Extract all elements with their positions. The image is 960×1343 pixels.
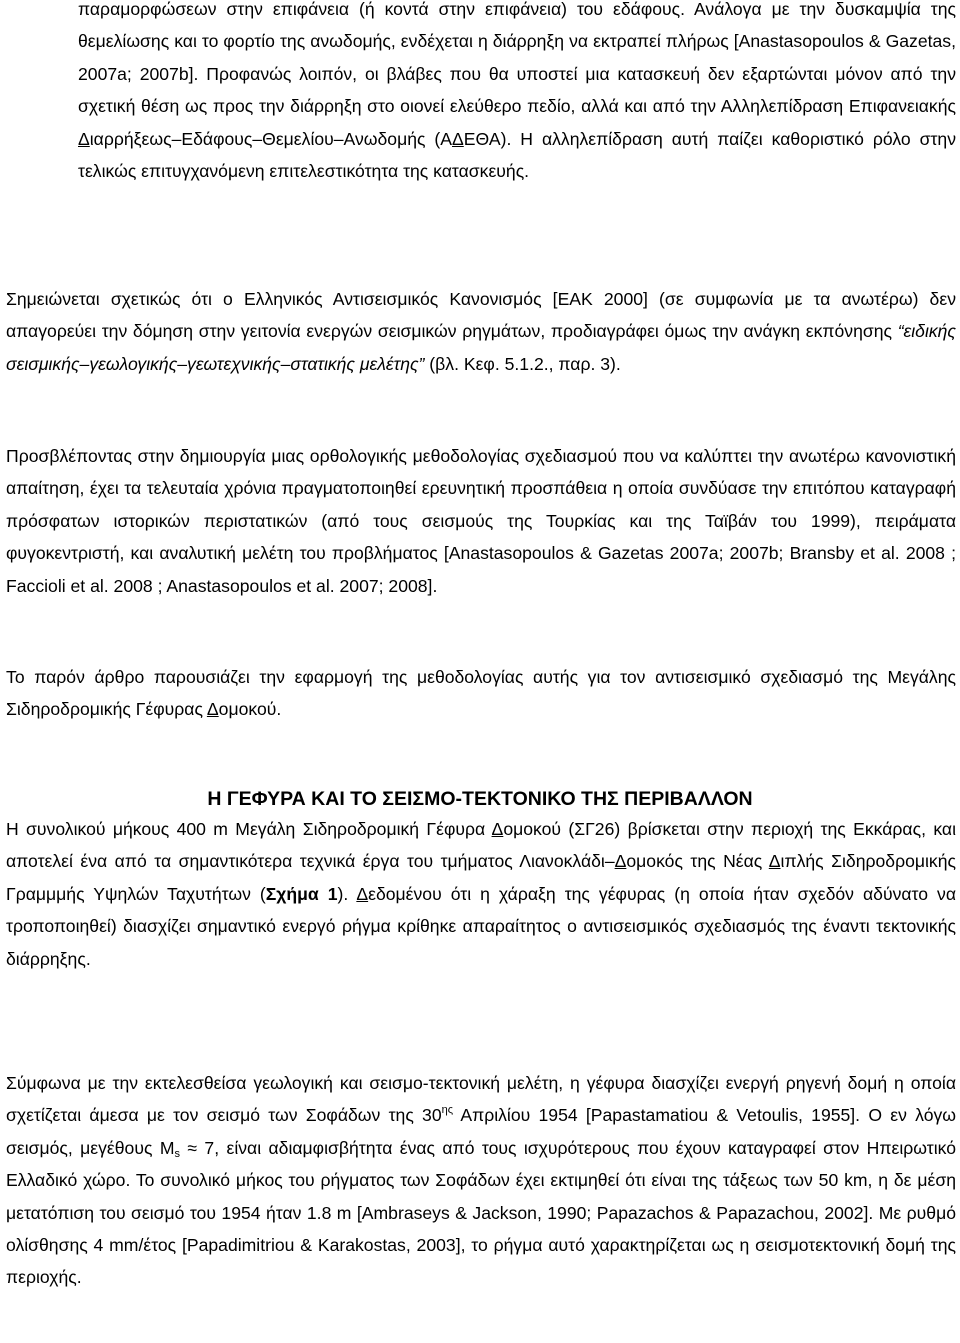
text-run: ιπλής Σιδηροδρομικής Γραμμμής Υψηλών Ταχυτήτων ( bbox=[6, 851, 956, 904]
text-run: (βλ. Κεφ. 5.1.2., παρ. 3). bbox=[424, 353, 621, 374]
italic-phrase: “ειδικής σεισμικής–γεωλογικής–γεωτεχνικής–στατικής μελέτης” bbox=[6, 321, 956, 374]
subscript: s bbox=[174, 1147, 180, 1160]
section-heading: Η ΓΕΦΥΡΑ ΚΑΙ ΤΟ ΣΕΙΣΜΟ-ΤΕΚΤΟΝΙΚΟ ΤΗΣ ΠΕΡΙΒΑΛΛΟΝ bbox=[207, 788, 753, 810]
underlined-letter: Δ bbox=[491, 819, 504, 839]
paragraph-interaction bbox=[78, 0, 956, 187]
paragraph-tectonics bbox=[6, 1067, 956, 1294]
underlined-letter: Δ bbox=[452, 128, 464, 149]
underlined-letter: Δ bbox=[78, 128, 90, 149]
text-run: ομοκός της Νέας bbox=[626, 851, 769, 872]
paragraph-research: Προσβλέποντας στην δημιουργία μιας ορθολογικής μεθοδολογίας σχεδιασμού που να καλύπτει την ανωτέρω κανονιστική απαίτηση, έχει τα τελευταία χρόνια πραγματοποιηθεί ερευνητική προσπάθεια η οποία συνδύασε την επιτόπου καταγραφή πρόσφατων ιστορικών περιστατικών (από τους σεισμούς της Τουρκίας και της Ταϊβάν του 1999), πειράματα φυγοκεντριστή, και αναλυτική μελέτη του προβλήματος [Anastasopoulos & Gazetas 2007a; 2007b; Bransby et al. 2008 ; Faccioli et al. 2008 ; Anastasopoulos et al. 2007; 2008]. bbox=[6, 446, 956, 596]
paragraph-bridge bbox=[6, 813, 956, 975]
text-run: ≈ 7, είναι αδιαμφισβήτητα ένας από τους ισχυρότερους που έχουν καταγραφεί στον Ηπειρωτικό Ελλαδικό χώρο. Το συνολικό μήκος του ρήγματος των Σοφάδων έχει εκτιμηθεί ότι είναι της τάξεως των 50 km, η δε μέση μετατόπιση του σεισμό του 1954 ήταν 1.8 m [Ambraseys & Jackson, 1990; Papazachos & Papazachou, 2002]. Με ρυθμό ολίσθησης 4 mm/έτος [Papadimitriou & Karakostas, 2003], το ρήγμα αυτό χαρακτηρίζεται ως η σεισμοτεκτονική δομή της περιοχής. bbox=[6, 1137, 956, 1288]
text-run: Σημειώνεται σχετικώς ότι ο Ελληνικός Αντισεισμικός Κανονισμός [ΕΑΚ 2000] (σε συμφωνία με τα ανωτέρω) δεν απαγορεύει την δόμηση στην γειτονία ενεργών σεισμικών ρηγμάτων, προδιαγράφει όμως την ανάγκη εκπόνησης bbox=[6, 289, 956, 342]
text-run: Το παρόν άρθρο παρουσιάζει την εφαρμογή της μεθοδολογίας αυτής για τον αντισεισμικό σχεδιασμό της Μεγάλης Σιδηροδρομικής Γέφυρας bbox=[6, 667, 956, 720]
figure-reference: Σχήμα 1 bbox=[265, 883, 338, 904]
underlined-letter: Δ bbox=[768, 851, 781, 872]
text-run: Η συνολικού μήκους 400 m Μεγάλη Σιδηροδρομική Γέφυρα bbox=[6, 819, 492, 839]
text-run: εδομένου ότι η χάραξη της γέφυρας (η οποία ήταν σχεδόν αδύνατο να τροποποιηθεί) διασχίζει σημαντικό ενεργό ρήγμα κρίθηκε απαραίτητος ο αντισεισμικός σχεδιασμός της έναντι τεκτονικής διάρρηξης. bbox=[6, 883, 956, 969]
paragraph-article-scope bbox=[6, 661, 956, 726]
text-run: ομοκού (ΣΓ26) βρίσκεται στην περιοχή της Εκκάρας, και αποτελεί ένα από τα σημαντικότερα τεχνικά έργα του τμήματος Λιανοκλάδι– bbox=[6, 819, 956, 872]
underlined-letter: Δ bbox=[614, 851, 627, 872]
underlined-letter: Δ bbox=[206, 699, 219, 720]
text-run: Σύμφωνα με την εκτελεσθείσα γεωλογική και σεισμο-τεκτονική μελέτη, η γέφυρα διασχίζει ενεργή ρηγενή δομή η οποία σχετίζεται άμεσα με τον σεισμό των Σοφάδων της 30 bbox=[6, 1073, 956, 1126]
text-run: παραμορφώσεων στην επιφάνεια (ή κοντά στην επιφάνεια) του εδάφους. Ανάλογα με την δυσκαμψία της θεμελίωσης και το φορτίο της ανωδομής, ενδέχεται η διάρρηξη να εκτραπεί πλήρως [Anastasopoulos & Gazetas, 2007a; 2007b]. Προφανώς λοιπόν, οι βλάβες που θα υποστεί μια κατασκευή δεν εξαρτώνται μόνον από την σχετική θέση ως προς την διάρρηξη στο οιονεί ελεύθερο πεδίο, αλλά και από την Αλληλεπίδραση Επιφανειακής bbox=[78, 0, 956, 117]
text-run: Απριλίου 1954 [Papastamatiou & Vetoulis, 1955]. Ο εν λόγω σεισμός, μεγέθους M bbox=[6, 1105, 957, 1158]
text-run: ομοκού. bbox=[218, 699, 282, 720]
paragraph-code-note bbox=[6, 283, 956, 380]
underlined-letter: Δ bbox=[356, 883, 369, 904]
text-run: ιαρρήξεως–Εδάφους–Θεμελίου–Ανωδομής (Α bbox=[89, 128, 453, 149]
text-run: ΕΘΑ). Η αλληλεπίδραση αυτή παίζει καθοριστικό ρόλο στην τελικώς επιτυγχανόμενη επιτελεστικότητα της κατασκευής. bbox=[78, 128, 956, 182]
text-run: ). bbox=[337, 883, 357, 904]
superscript: ης bbox=[441, 1104, 454, 1117]
